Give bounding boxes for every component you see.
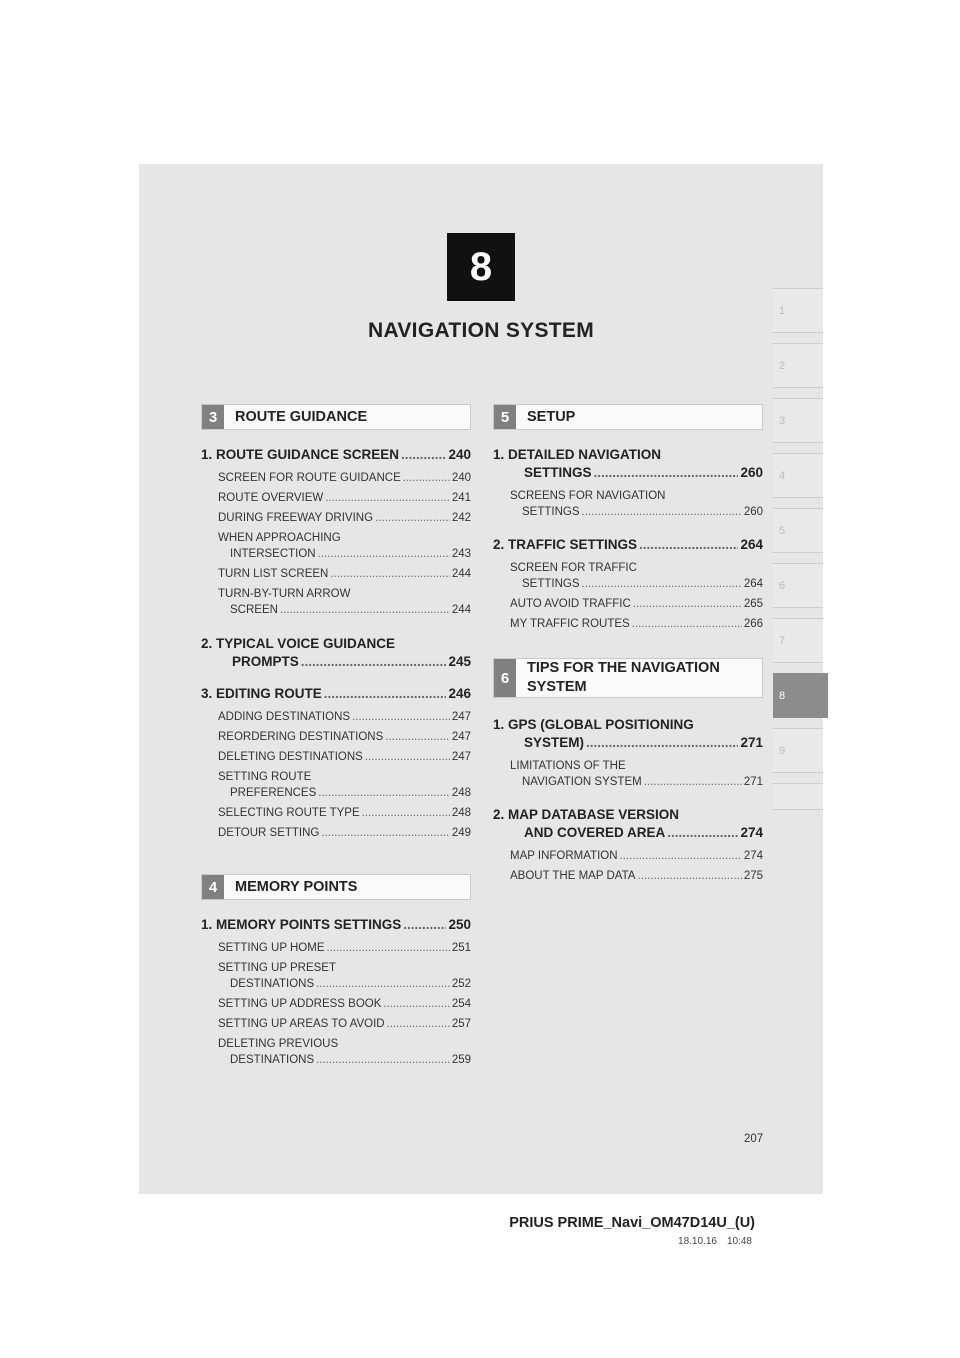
toc-item-line1[interactable]: SCREENS FOR NAVIGATION <box>510 490 666 502</box>
toc-section-3 <box>201 446 471 841</box>
toc-chapter[interactable]: 1. ROUTE GUIDANCE SCREEN ..... 240 <box>201 446 471 464</box>
toc-item-line1[interactable]: WHEN APPROACHING <box>218 532 341 544</box>
tab-4[interactable]: 4 <box>773 453 823 498</box>
section-header-setup <box>493 404 763 430</box>
toc-item[interactable]: DELETING DESTINATIONS ..... 247 <box>218 749 471 765</box>
toc-item[interactable]: ABOUT THE MAP DATA ..... 275 <box>510 868 763 884</box>
section-number: 5 <box>494 405 516 429</box>
toc-chapter[interactable]: 3. EDITING ROUTE ..... 246 <box>201 685 471 703</box>
toc-item-line1[interactable]: SCREEN FOR TRAFFIC <box>510 562 637 574</box>
toc-item[interactable]: DETOUR SETTING ..... 249 <box>218 825 471 841</box>
section-header-memory-points <box>201 874 471 900</box>
tab-9[interactable]: 9 <box>773 728 823 773</box>
section-title: TIPS FOR THE NAVIGATION SYSTEM <box>527 660 720 695</box>
section-number: 3 <box>202 405 224 429</box>
section-number: 6 <box>494 659 516 697</box>
section-title: MEMORY POINTS <box>235 878 358 895</box>
tab-8-active[interactable]: 8 <box>773 673 828 718</box>
toc-item[interactable]: ROUTE OVERVIEW ..... 241 <box>218 490 471 506</box>
toc-item[interactable]: SCREEN FOR ROUTE GUIDANCE ..... 240 <box>218 470 471 486</box>
tab-6[interactable]: 6 <box>773 563 823 608</box>
toc-item[interactable]: ADDING DESTINATIONS ..... 247 <box>218 709 471 725</box>
toc-item[interactable]: SCREEN ..... 244 <box>218 602 471 618</box>
toc-chapter-line1[interactable]: 2. MAP DATABASE VERSION <box>493 807 680 822</box>
section-header-route-guidance <box>201 404 471 430</box>
toc-item[interactable]: TURN LIST SCREEN ..... 244 <box>218 566 471 582</box>
footer-document-id: PRIUS PRIME_Navi_OM47D14U_(U) <box>509 1215 755 1231</box>
chapter-title: NAVIGATION SYSTEM <box>368 319 594 342</box>
tab-5[interactable]: 5 <box>773 508 823 553</box>
section-title: SETUP <box>527 408 576 425</box>
toc-chapter[interactable]: PROMPTS ..... 245 <box>201 653 471 671</box>
toc-chapter[interactable]: 2. TRAFFIC SETTINGS ..... 264 <box>493 536 763 554</box>
toc-item-line1[interactable]: SETTING ROUTE <box>218 771 312 783</box>
toc-item[interactable]: DESTINATIONS ..... 259 <box>218 1052 471 1068</box>
section-number: 4 <box>202 875 224 899</box>
toc-item-line1[interactable]: SETTING UP PRESET <box>218 962 337 974</box>
toc-item-line1[interactable]: TURN-BY-TURN ARROW <box>218 588 351 600</box>
toc-chapter[interactable]: AND COVERED AREA ..... 274 <box>493 824 763 842</box>
section-header-tips-navigation <box>493 658 763 698</box>
toc-item[interactable]: DURING FREEWAY DRIVING ..... 242 <box>218 510 471 526</box>
tab-1[interactable]: 1 <box>773 288 823 333</box>
toc-item[interactable]: SETTING UP ADDRESS BOOK ..... 254 <box>218 996 471 1012</box>
toc-item-line1[interactable]: DELETING PREVIOUS <box>218 1038 339 1050</box>
chapter-number: 8 <box>469 244 493 289</box>
toc-item[interactable]: REORDERING DESTINATIONS ..... 247 <box>218 729 471 745</box>
toc-item[interactable]: AUTO AVOID TRAFFIC ..... 265 <box>510 596 763 612</box>
footer-timestamp: 18.10.16 10:48 <box>678 1236 752 1247</box>
toc-chapter-line1[interactable]: 1. DETAILED NAVIGATION <box>493 447 662 462</box>
toc-item[interactable]: PREFERENCES ..... 248 <box>218 785 471 801</box>
tab-7[interactable]: 7 <box>773 618 823 663</box>
toc-item[interactable]: SETTING UP AREAS TO AVOID ..... 257 <box>218 1016 471 1032</box>
toc-chapter[interactable]: SETTINGS ..... 260 <box>493 464 763 482</box>
toc-section-4 <box>201 916 471 1068</box>
toc-item[interactable]: SETTINGS ..... 260 <box>510 504 763 520</box>
toc-item[interactable]: SETTINGS ..... 264 <box>510 576 763 592</box>
toc-item-line1[interactable]: LIMITATIONS OF THE <box>510 760 626 772</box>
toc-item[interactable]: SETTING UP HOME ..... 251 <box>218 940 471 956</box>
toc-chapter[interactable]: 1. MEMORY POINTS SETTINGS ..... 250 <box>201 916 471 934</box>
tab-10[interactable] <box>773 783 823 810</box>
toc-item[interactable]: MY TRAFFIC ROUTES ..... 266 <box>510 616 763 632</box>
toc-item[interactable]: DESTINATIONS ..... 252 <box>218 976 471 992</box>
page-number: 207 <box>744 1133 764 1145</box>
toc-item[interactable]: SELECTING ROUTE TYPE ..... 248 <box>218 805 471 821</box>
chapter-number-box <box>447 233 515 301</box>
section-title: ROUTE GUIDANCE <box>235 408 368 425</box>
toc-item[interactable]: NAVIGATION SYSTEM ..... 271 <box>510 774 763 790</box>
toc-item[interactable]: INTERSECTION ..... 243 <box>218 546 471 562</box>
toc-section-6 <box>493 716 763 884</box>
toc-chapter-line1[interactable]: 2. TYPICAL VOICE GUIDANCE <box>201 636 396 651</box>
tab-2[interactable]: 2 <box>773 343 823 388</box>
toc-chapter[interactable]: SYSTEM) ..... 271 <box>493 734 763 752</box>
toc-section-5 <box>493 446 763 632</box>
tab-3[interactable]: 3 <box>773 398 823 443</box>
toc-chapter-line1[interactable]: 1. GPS (GLOBAL POSITIONING <box>493 717 694 732</box>
toc-item[interactable]: MAP INFORMATION ..... 274 <box>510 848 763 864</box>
